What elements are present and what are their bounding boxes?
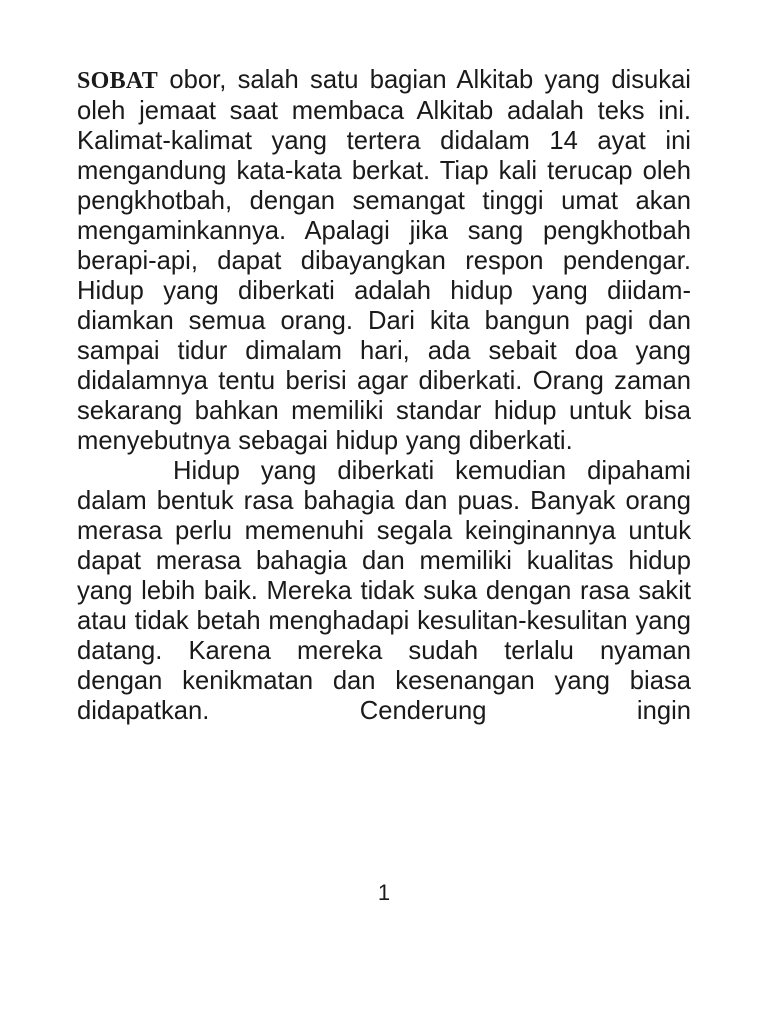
paragraph-1-body: obor, salah satu bagian Alkitab yang disukai oleh jemaat saat membaca Alkitab adalah teks ini. Kalimat-kalimat yang tertera didalam 14 ayat ini mengandung kata-kata berkat. Tiap kali terucap oleh pengkhotbah, dengan semangat tinggi umat akan mengaminkannya. Apalagi jika sang pengkhotbah berapi-api, dapat dibayangkan respon pendengar. Hidup yang diberkati adalah hidup yang diidam-diamkan semua orang. Dari kita bangun pagi dan sampai tidur dimalam hari, ada sebait doa yang didalamnya tentu berisi agar diberkati. Orang zaman sekarang bahkan memiliki standar hidup untuk bisa menyebutnya sebagai hidup yang diberkati. [77,66,691,455]
paragraph-2: Hidup yang diberkati kemudian dipahami dalam bentuk rasa bahagia dan puas. Banyak orang merasa perlu memenuhi segala keinginannya untuk dapat merasa bahagia dan memiliki kualitas hidup yang lebih baik. Mereka tidak suka dengan rasa sakit atau tidak betah menghadapi kesulitan-kesulitan yang datang. Karena mereka sudah terlalu nyaman dengan kenikmatan dan kesenangan yang biasa didapatkan. Cenderung ingin [77,457,691,725]
lead-word: SOBAT [77,68,159,94]
body-text [77,65,691,726]
page-number: 1 [377,880,391,905]
paragraph-1 [77,65,691,456]
